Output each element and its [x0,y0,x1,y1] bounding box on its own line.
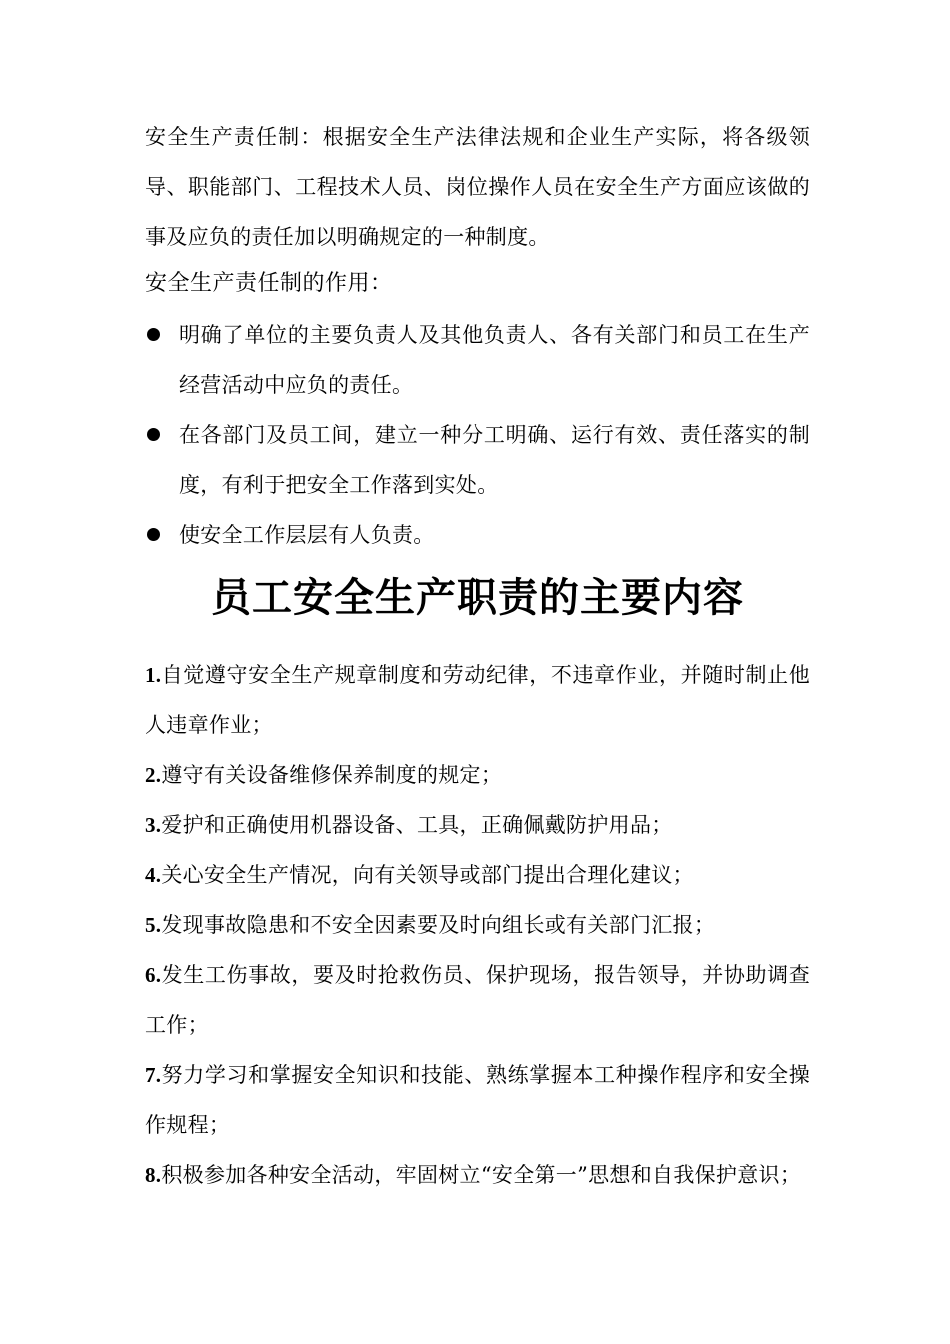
duty-text: 努力学习和掌握安全知识和技能、熟练掌握本工种操作程序和安全操作规程； [145,1063,810,1137]
duty-text: 自觉遵守安全生产规章制度和劳动纪律，不违章作业，并随时制止他人违章作业； [145,663,810,737]
duty-list [145,650,810,1200]
duty-item [145,650,810,750]
document-page [145,112,810,1200]
duty-item [145,1050,810,1150]
duty-number: 5. [145,913,162,937]
duty-number: 1. [145,663,162,687]
definition-paragraph: 安全生产责任制：根据安全生产法律法规和企业生产实际，将各级领导、职能部门、工程技术人员、岗位操作人员在安全生产方面应该做的事及应负的责任加以明确规定的一种制度。 [145,125,810,249]
bullet-dot-icon [147,528,160,541]
duty-number: 3. [145,813,162,837]
duty-text: 关心安全生产情况，向有关领导或部门提出合理化建议； [161,863,694,887]
role-text: 明确了单位的主要负责人及其他负责人、各有关部门和员工在生产经营活动中应负的责任。 [179,323,810,397]
role-text: 在各部门及员工间，建立一种分工明确、运行有效、责任落实的制度，有利于把安全工作落到实处。 [179,423,810,497]
duty-item [145,750,810,800]
bullet-dot-icon [147,428,160,441]
duty-item [145,1150,810,1200]
duty-text: 遵守有关设备维修保养制度的规定； [161,763,503,787]
role-item [145,510,810,560]
duty-item [145,850,810,900]
role-heading: 安全生产责任制的作用： [145,271,393,296]
duty-text: 发现事故隐患和不安全因素要及时向组长或有关部门汇报； [161,913,716,937]
duty-number: 6. [145,963,162,987]
role-text: 使安全工作层层有人负责。 [179,523,435,547]
role-list [145,310,810,560]
role-item [145,410,810,510]
duty-text: 爱护和正确使用机器设备、工具，正确佩戴防护用品； [161,813,673,837]
duty-item [145,950,810,1050]
duty-item [145,800,810,850]
duty-number: 8. [145,1163,162,1187]
role-item [145,310,810,410]
section-title: 员工安全生产职责的主要内容 [211,574,744,621]
duty-number: 4. [145,863,162,887]
duty-number: 7. [145,1063,162,1087]
duty-number: 2. [145,763,162,787]
duty-text: 发生工伤事故，要及时抢救伤员、保护现场，报告领导，并协助调查工作； [145,963,810,1037]
duty-item [145,900,810,950]
bullet-dot-icon [147,328,160,341]
duty-text: 积极参加各种安全活动，牢固树立“安全第一”思想和自我保护意识； [161,1163,802,1187]
